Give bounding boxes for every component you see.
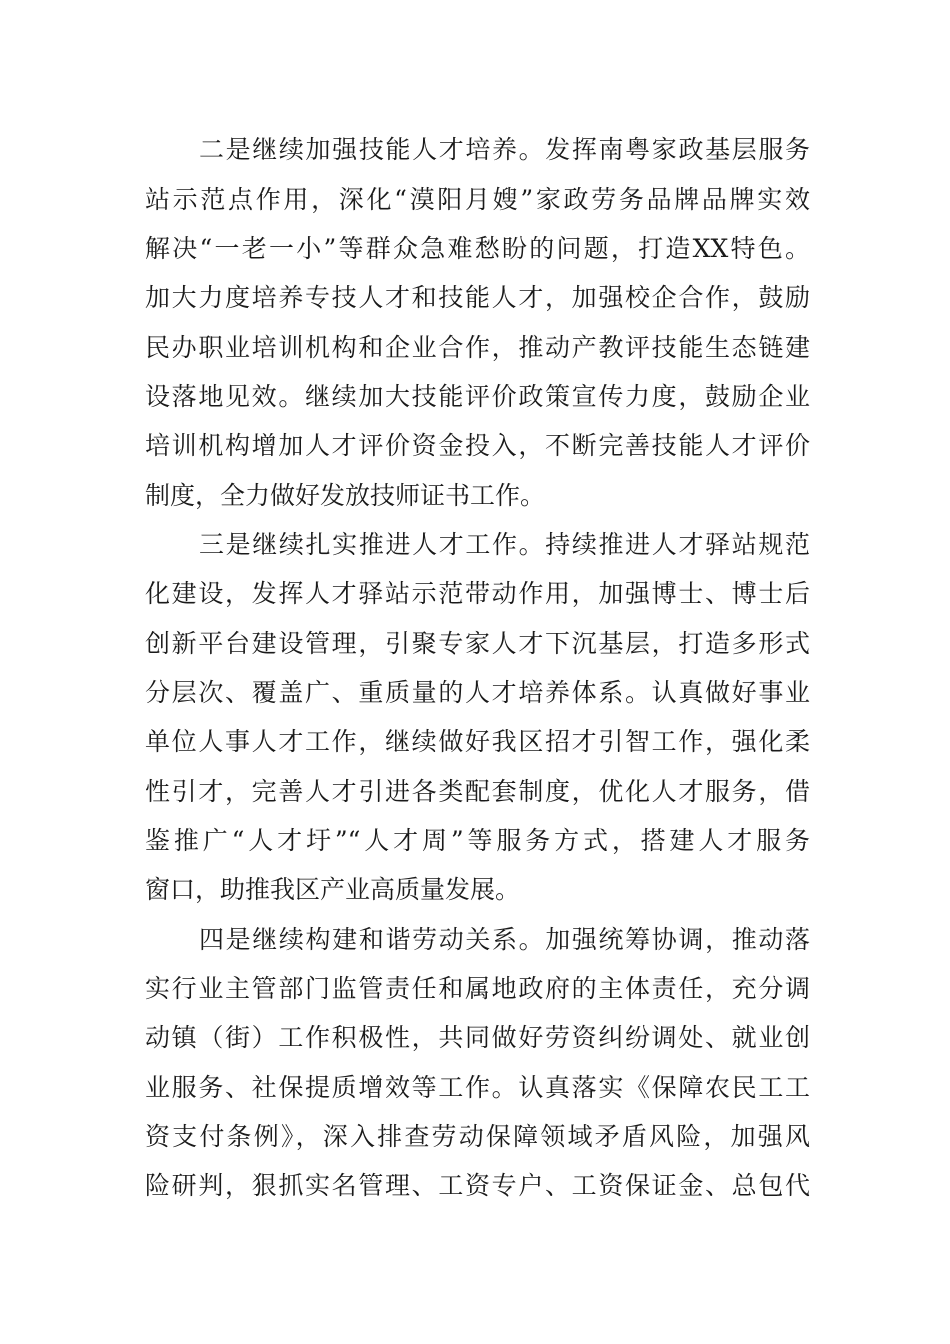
paragraph-4-line-4: 业服务、社保提质增效等工作。认真落实《保障农民工工 bbox=[145, 1073, 810, 1102]
paragraph-4-line-6: 险研判，狠抓实名管理、工资专户、工资保证金、总包代 bbox=[145, 1171, 810, 1200]
paragraph-3-line-3: 创新平台建设管理，引聚专家人才下沉基层，打造多形式 bbox=[145, 629, 810, 658]
paragraph-3-line-4: 分层次、覆盖广、重质量的人才培养体系。认真做好事业 bbox=[145, 678, 810, 707]
paragraph-3-line-2: 化建设，发挥人才驿站示范带动作用，加强博士、博士后 bbox=[145, 579, 810, 608]
paragraph-2-line-8: 制度，全力做好发放技师证书工作。 bbox=[145, 481, 546, 510]
paragraph-2-line-5: 民办职业培训机构和企业合作，推动产教评技能生态链建 bbox=[145, 333, 810, 362]
paragraph-2-line-3: 解决“一老一小”等群众急难愁盼的问题，打造XX特色。 bbox=[145, 234, 810, 263]
paragraph-3-line-8: 窗口，助推我区产业高质量发展。 bbox=[145, 875, 521, 904]
paragraph-3-line-6: 性引才，完善人才引进各类配套制度，优化人才服务，借 bbox=[145, 777, 810, 806]
paragraph-2-line-2: 站示范点作用，深化“漠阳月嫂”家政劳务品牌品牌实效 bbox=[145, 185, 810, 214]
paragraph-4-line-2: 实行业主管部门监管责任和属地政府的主体责任，充分调 bbox=[145, 974, 810, 1003]
paragraph-2-line-6: 设落地见效。继续加大技能评价政策宣传力度，鼓励企业 bbox=[145, 382, 810, 411]
paragraph-3-line-7: 鉴推广“人才圩”“人才周”等服务方式，搭建人才服务 bbox=[145, 826, 810, 855]
paragraph-3-line-1: 三是继续扎实推进人才工作。持续推进人才驿站规范 bbox=[199, 530, 810, 559]
paragraph-4-line-3: 动镇（街）工作积极性，共同做好劳资纠纷调处、就业创 bbox=[145, 1023, 810, 1052]
paragraph-2-line-4: 加大力度培养专技人才和技能人才，加强校企合作，鼓励 bbox=[145, 283, 810, 312]
paragraph-3-line-5: 单位人事人才工作，继续做好我区招才引智工作，强化柔 bbox=[145, 727, 810, 756]
paragraph-4-line-5: 资支付条例》，深入排查劳动保障领域矛盾风险，加强风 bbox=[145, 1122, 810, 1151]
paragraph-4-line-1: 四是继续构建和谐劳动关系。加强统筹协调，推动落 bbox=[199, 925, 810, 954]
paragraph-2-line-1: 二是继续加强技能人才培养。发挥南粤家政基层服务 bbox=[199, 135, 810, 164]
paragraph-2-line-7: 培训机构增加人才评价资金投入，不断完善技能人才评价 bbox=[145, 431, 810, 460]
